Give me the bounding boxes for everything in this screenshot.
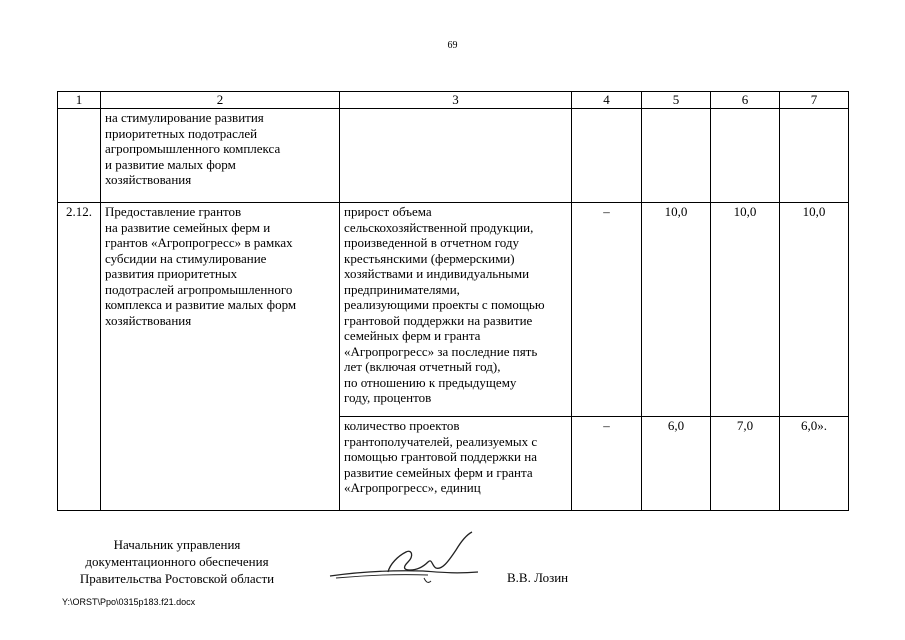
text-line: крестьянскими (фермерскими) (344, 250, 515, 266)
cell-measure-name (101, 203, 340, 511)
text-line: году, процентов (344, 390, 432, 405)
table-row-continuation (58, 109, 849, 203)
text-line: субсидии на стимулирование (105, 250, 267, 266)
text-line: «Агропрогресс», единиц (344, 480, 481, 495)
cell-col7: 6,0». (780, 417, 849, 511)
text-line: семейных ферм и гранта (344, 328, 481, 343)
cell-col7: 10,0 (780, 203, 849, 417)
text-line: прирост объема (344, 204, 432, 219)
text-line: реализующими проекты с помощью (344, 297, 545, 312)
signatory-position (62, 536, 292, 587)
cell-indicator (340, 109, 572, 203)
cell-measure-name (101, 109, 340, 203)
text-line: на развитие семейных ферм и (105, 219, 271, 235)
column-header-6: 6 (711, 92, 780, 109)
text-line: произведенной в отчетном году (344, 235, 520, 250)
text-line: хозяйствования (105, 312, 192, 328)
text-line: приоритетных подотраслей (105, 125, 258, 141)
cell-col5: 10,0 (642, 203, 711, 417)
text-line: хозяйствами и индивидуальными (344, 266, 530, 281)
text-line: лет (включая отчетный год), (344, 359, 501, 374)
cell-col6: 7,0 (711, 417, 780, 511)
text-line: грантовой поддержки на развитие (344, 312, 533, 328)
program-indicators-table (57, 91, 849, 511)
file-path: Y:\ORST\Ppo\0315p183.f21.docx (62, 597, 196, 607)
cell-number (58, 109, 101, 203)
text-line: по отношению к предыдущему (344, 374, 517, 390)
text-line: хозяйствования (105, 172, 192, 187)
column-header-5: 5 (642, 92, 711, 109)
cell-col6 (711, 109, 780, 203)
text-line: грантов «Агропрогресс» в рамках (105, 235, 293, 250)
signer-name: В.В. Лозин (507, 570, 569, 585)
cell-col7 (780, 109, 849, 203)
position-line: документационного обеспечения (85, 554, 269, 569)
cell-indicator (340, 417, 572, 511)
handwritten-signature (328, 528, 488, 588)
header-row (58, 92, 849, 109)
cell-col5 (642, 109, 711, 203)
position-line: Правительства Ростовской области (79, 571, 275, 586)
cell-col4: – (572, 203, 642, 417)
cell-col4 (572, 109, 642, 203)
text-line: комплекса и развитие малых форм (105, 297, 297, 312)
cell-number: 2.12. (58, 203, 101, 511)
text-line: грантополучателей, реализуемых с (344, 433, 538, 449)
text-line: предпринимателями, (344, 281, 460, 297)
column-header-3: 3 (340, 92, 572, 109)
cell-col5: 6,0 (642, 417, 711, 511)
column-header-7: 7 (780, 92, 849, 109)
text-line: количество проектов (344, 418, 460, 433)
column-header-2: 2 (101, 92, 340, 109)
position-line: Начальник управления (113, 537, 241, 552)
text-line: и развитие малых форм (105, 156, 236, 172)
text-line: развития приоритетных (105, 266, 238, 281)
text-line: подотраслей агропромышленного (105, 281, 293, 297)
cell-indicator (340, 203, 572, 417)
text-line: агропромышленного комплекса (105, 141, 281, 156)
text-line: сельскохозяйственной продукции, (344, 219, 534, 235)
column-header-1: 1 (58, 92, 101, 109)
text-line: развитие семейных ферм и гранта (344, 464, 533, 480)
cell-col6: 10,0 (711, 203, 780, 417)
text-line: Предоставление грантов (105, 204, 242, 219)
text-line: «Агропрогресс» за последние пять (344, 343, 538, 359)
page-number: 69 (447, 40, 458, 51)
text-line: на стимулирование развития (105, 110, 264, 125)
column-header-4: 4 (572, 92, 642, 109)
cell-col4: – (572, 417, 642, 511)
table-row-2-12 (58, 203, 849, 417)
text-line: помощью грантовой поддержки на (344, 449, 537, 464)
